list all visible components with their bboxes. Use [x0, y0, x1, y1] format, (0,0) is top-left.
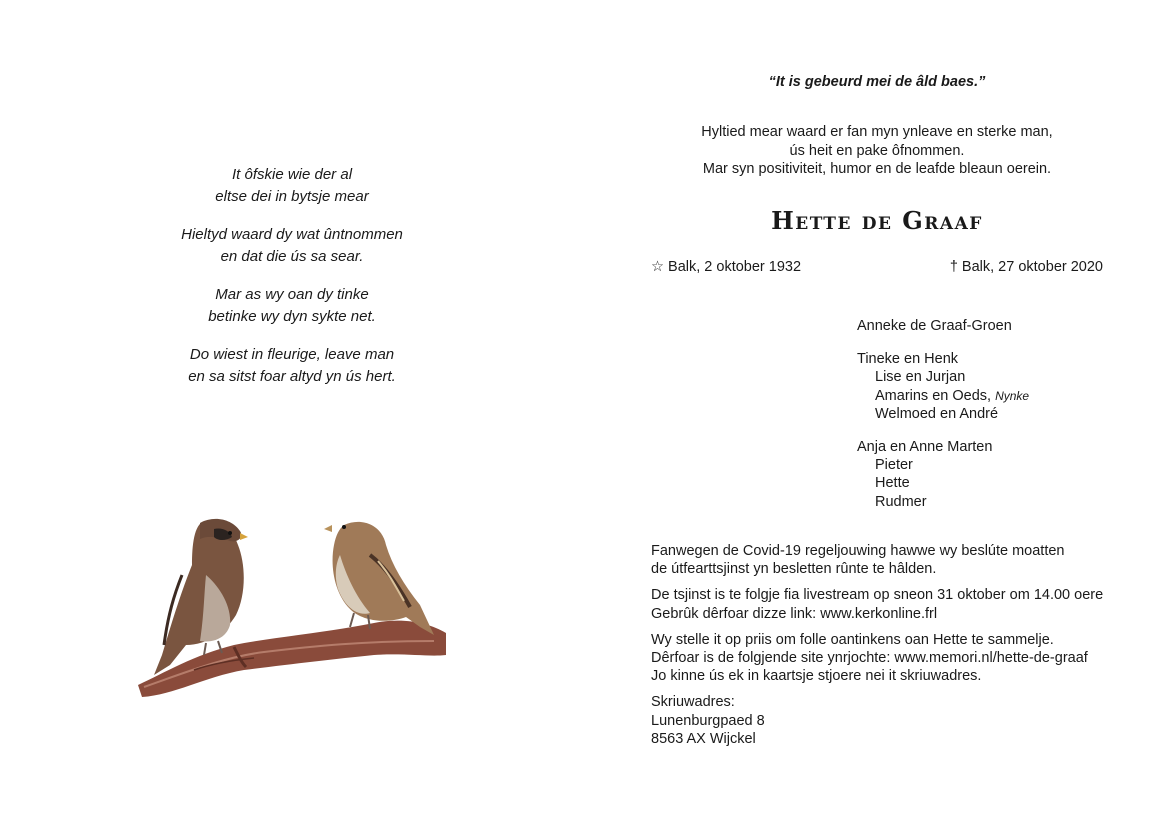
poem-line: It ôfskie wie der al [231, 166, 353, 183]
poem-stanza-1 [100, 164, 484, 208]
poem-line: Hieltyd waard dy wat ûntnommen [181, 226, 403, 243]
family-child [857, 368, 1029, 386]
family-child [857, 387, 1029, 405]
poem-line: betinke wy dyn sykte net. [208, 308, 376, 325]
poem-line: Mar as wy oan dy tinke [215, 286, 369, 303]
intro-line: Mar syn positiviteit, humor en de leafde bleaun oerein. [702, 161, 1052, 177]
family-group [857, 438, 1029, 511]
memorial-quote: “It is gebeurd mei de âld baes.” [768, 74, 986, 90]
postal-address [651, 693, 1103, 748]
covid-notice [651, 542, 1103, 578]
child-note: Nynke [995, 388, 1030, 403]
poem-stanza-2 [100, 224, 484, 268]
child-name: Welmoed en André [875, 405, 999, 422]
child-name: Hette [875, 475, 910, 492]
family-child [857, 456, 1029, 474]
family-head: Tineke en Henk [857, 351, 959, 368]
poem-stanza-4 [100, 344, 484, 388]
family-group [857, 350, 1029, 423]
death-info: † Balk, 27 oktober 2020 [949, 259, 1103, 275]
deceased-name: Hette de Graaf [771, 206, 983, 235]
child-name: Amarins en Oeds, [875, 387, 992, 404]
spouse-name: Anneke de Graaf-Groen [857, 318, 1012, 334]
child-name: Rudmer [875, 493, 927, 510]
poem-stanza-3 [100, 284, 484, 328]
left-page [0, 0, 584, 827]
child-name: Pieter [875, 457, 913, 474]
poem-line: en sa sitst foar altyd yn ús hert. [188, 368, 396, 385]
birth-info: ☆ Balk, 2 oktober 1932 [651, 259, 802, 275]
family-list [857, 317, 1029, 526]
family-head: Anja en Anne Marten [857, 439, 993, 456]
notice-line: Jo kinne ús ek in kaartsje stjoere nei it skriuwadres. [651, 668, 982, 685]
child-name: Lise en Jurjan [875, 369, 966, 386]
notice-line: Fanwegen de Covid-19 regeljouwing hawwe wy beslúte moatten [651, 543, 1065, 559]
poem-line: en dat die ús sa sear. [220, 248, 364, 265]
intro-line: Hyltied mear waard er fan myn ynleave en sterke man, [701, 124, 1053, 140]
memories-notice [651, 631, 1103, 686]
notice-line: Gebrûk dêrfoar dizze link: www.kerkonline.frl [651, 605, 938, 622]
family-child [857, 474, 1029, 492]
notice-line: Dêrfoar is de folgjende site ynrjochte: www.memori.nl/hette-de-graaf [651, 650, 1088, 667]
address-line: Skriuwadres: [651, 694, 735, 711]
address-line: 8563 AX Wijckel [651, 730, 756, 747]
livestream-notice [651, 586, 1103, 622]
poem [100, 164, 484, 404]
notice-line: De tsjinst is te folgje fia livestream op sneon 31 oktober om 14.00 oere [651, 587, 1104, 604]
family-child [857, 405, 1029, 423]
notice-line: Wy stelle it op priis om folle oantinkens oan Hette te sammelje. [651, 631, 1054, 648]
address-line: Lunenburgpaed 8 [651, 712, 765, 729]
notice-line: de útfearttsjinst yn besletten rûnte te hâlden. [651, 561, 937, 578]
poem-line: Do wiest in fleurige, leave man [189, 346, 395, 363]
two-sparrows-on-branch-icon [134, 505, 450, 700]
intro-line: ús heit en pake ôfnommen. [789, 142, 965, 159]
intro-text [625, 123, 1129, 179]
right-page [585, 0, 1169, 827]
notice-section [651, 542, 1103, 756]
poem-line: eltse dei in bytsje mear [215, 188, 369, 205]
spouse [857, 317, 1029, 335]
family-child [857, 493, 1029, 511]
